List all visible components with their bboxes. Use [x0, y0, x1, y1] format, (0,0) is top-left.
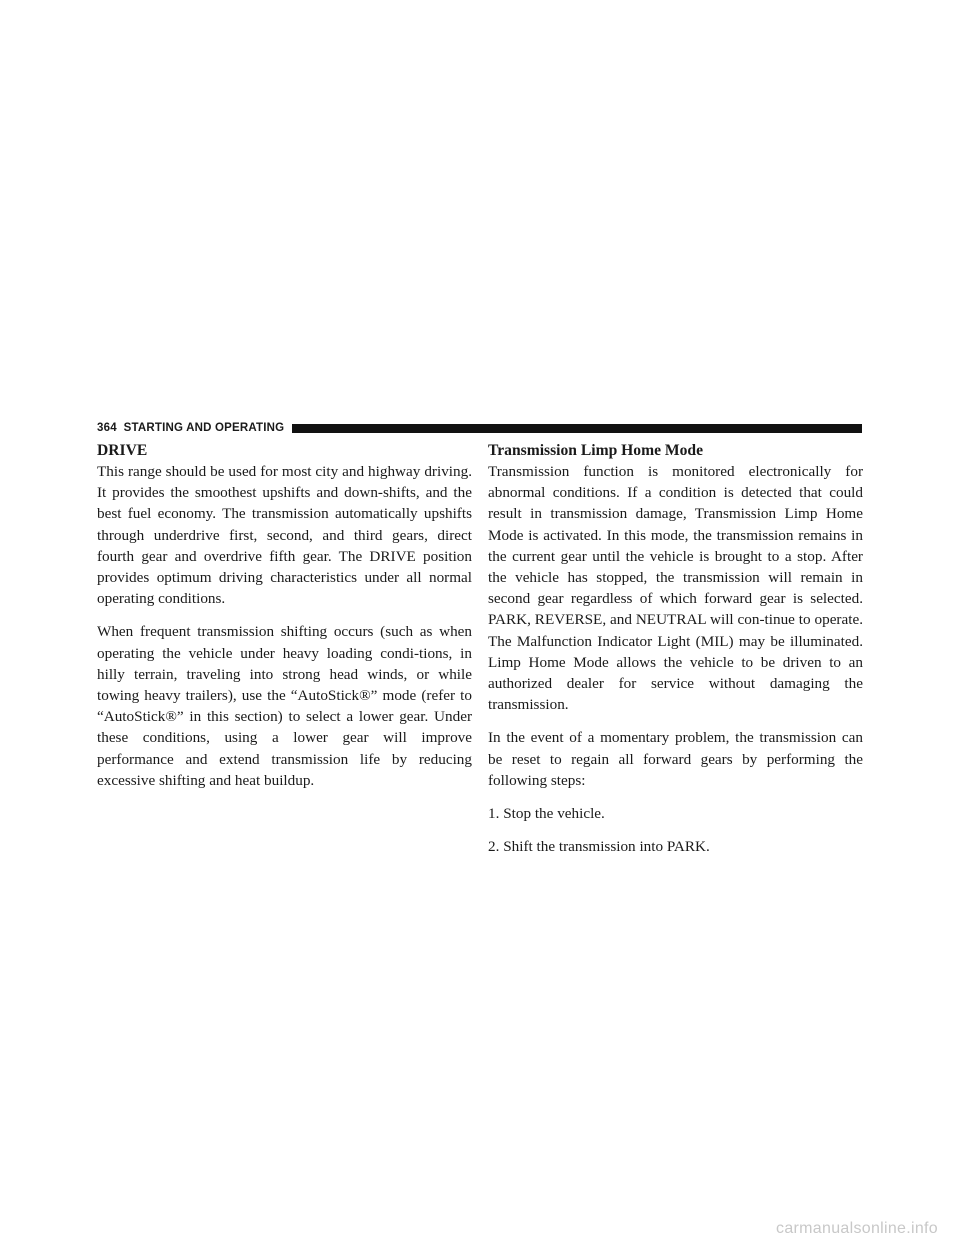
- left-column: [97, 440, 472, 803]
- drive-paragraph-1: This range should be used for most city and highway driving. It provides the smoothest upshifts and down-shifts, and the best fuel economy. The transmission automatically upshifts through underdrive first, second, and third gears, direct fourth gear and overdrive fifth gear. The DRIVE position provides optimum driving characteristics under all normal operating conditions.: [97, 463, 472, 608]
- page-header-text: [97, 422, 292, 434]
- limp-home-paragraph-1: Transmission function is monitored electronically for abnormal conditions. If a condition is detected that could result in transmission damage, Transmission Limp Home Mode is activated. In this mode, the transmission remains in the current gear until the vehicle is brought to a stop. After the vehicle has stopped, the transmission will remain in second gear regardless of which forward gear is selected. PARK, REVERSE, and NEUTRAL will con-tinue to operate. The Malfunction Indicator Light (MIL) may be illuminated. Limp Home Mode allows the vehicle to be driven to an authorized dealer for service without damaging the transmission.: [488, 463, 863, 714]
- page-number: 364: [97, 422, 117, 434]
- page-header: [97, 420, 862, 436]
- limp-home-paragraph-2: In the event of a momentary problem, the transmission can be reset to regain all forward gears by performing the following steps:: [488, 729, 863, 789]
- drive-heading: DRIVE: [97, 442, 148, 459]
- step-item-1: 1. Stop the vehicle.: [488, 805, 605, 823]
- header-rule: [292, 424, 862, 433]
- right-column: [488, 440, 863, 869]
- section-title: STARTING AND OPERATING: [123, 422, 285, 434]
- watermark-logo: carmanualsonline.info: [776, 1220, 938, 1237]
- limp-home-heading: Transmission Limp Home Mode: [488, 442, 703, 459]
- drive-paragraph-2: When frequent transmission shifting occurs (such as when operating the vehicle under heavy loading condi-tions, in hilly terrain, traveling into strong head winds, or while towing heavy trailers), use the “AutoStick®” mode (refer to “AutoStick®” in this section) to select a lower gear. Under these conditions, using a lower gear will improve performance and extend transmission life by reducing excessive shifting and heat buildup.: [97, 623, 472, 789]
- step-item-2: 2. Shift the transmission into PARK.: [488, 838, 710, 856]
